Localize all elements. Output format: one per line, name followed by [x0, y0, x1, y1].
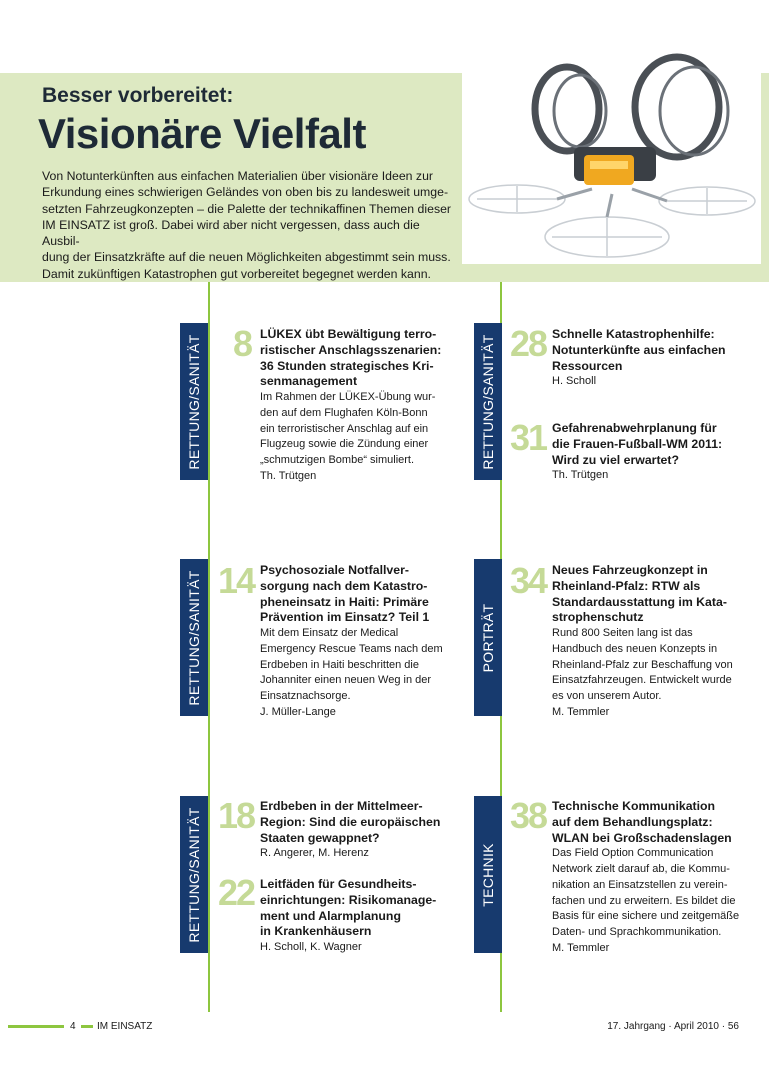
entry-headline: Schnelle Katastrophenhilfe: Notunterkünfte aus einfachen Ressourcen [552, 327, 726, 373]
drone-body-illustration [584, 155, 634, 185]
entry-author: R. Angerer, M. Herenz [260, 847, 369, 860]
entry-headline: Gefahrenabwehrplanung für die Frauen-Fußball-WM 2011: Wird zu viel erwartet? [552, 421, 723, 467]
page-number-14: 14 [218, 560, 255, 601]
toc-entry [552, 563, 764, 720]
entry-headline: Technische Kommunikation auf dem Behandlungsplatz: WLAN bei Großschadenslagen [552, 799, 732, 845]
page-number-31: 31 [510, 417, 547, 458]
entry-headline: Neues Fahrzeugkonzept in Rheinland-Pfalz: RTW als Standardausstattung im Kata- strophenschutz [552, 563, 727, 625]
footer-page-number: 4 [70, 1021, 76, 1032]
wheels-illustration [535, 57, 719, 157]
intro-text: Von Notunterkünften aus einfachen Materialien über visionäre Ideen zur Erkundung eines schwierigen Geländes von oben bis zu landesweit umge- setzten Fahrzeugkonzepten – die Palette der technikaffinen Themen dieser IM EINSATZ ist groß. Dabei wird aber nicht vergessen, dass auch die Ausbil- dung der Einsatzkräfte auf die neuen Möglichkeiten abgestimmt sein muss. Damit zukünftigen Katastrophen gut vorbereitet begegnet werden kann. [42, 169, 452, 281]
toc-entry [260, 327, 500, 484]
entry-author: Th. Trütgen [552, 469, 609, 482]
entry-headline: Psychosoziale Notfallver- sorgung nach dem Katastro- pheneinsatz in Haiti: Primäre Prävention im Einsatz? Teil 1 [260, 563, 430, 625]
article-kicker: Besser vorbereitet: [42, 84, 234, 107]
entry-summary: Im Rahmen der LÜKEX-Übung wur- den auf dem Flughafen Köln-Bonn ein terroristischer Anschlag auf ein Flugzeug sowie die Zündung einer „schmutzigen Bombe“ simuliert. [260, 391, 436, 466]
footer-rule [81, 1025, 93, 1028]
entry-author: H. Scholl, K. Wagner [260, 941, 362, 954]
category-tag: RETTUNG/SANITÄT [180, 559, 208, 716]
entry-summary: Mit dem Einsatz der Medical Emergency Rescue Teams nach dem Erdbeben in Haiti beschritten die Johanniter einen neuen Weg in der Einsatznachsorge. [260, 627, 443, 702]
page-number-18: 18 [218, 795, 255, 836]
page-title: Visionäre Vielfalt [38, 110, 366, 157]
entry-author: H. Scholl [552, 375, 597, 388]
footer-rule [8, 1025, 64, 1028]
entry-headline: LÜKEX übt Bewältigung terro- ristischer Anschlagsszenarien: 36 Stunden strategisches Kri- senmanagement [260, 327, 442, 389]
entry-summary: Das Field Option Communication Network zielt darauf ab, die Kommu- nikation an Einsatzstellen zu verein- fachen und zu erweitern. Es bildet die Basis für eine sichere und zeitgemäße Daten- und Sprachkommunikation. [552, 847, 740, 938]
category-tag: TECHNIK [474, 796, 502, 953]
page-number-22: 22 [218, 872, 255, 913]
entry-author: Th. Trütgen [260, 469, 317, 482]
toc-entry [260, 563, 500, 720]
entry-author: M. Temmler [552, 941, 610, 954]
entry-headline: Leitfäden für Gesundheits- einrichtungen: Risikomanage- ment und Alarmplanung in Krankenhäusern [260, 877, 437, 939]
footer-magazine-name: IM EINSATZ [97, 1021, 153, 1032]
toc-entry [552, 421, 764, 484]
category-tag: PORTRÄT [474, 559, 502, 716]
page-number-38: 38 [510, 795, 547, 836]
footer-issue-info: 17. Jahrgang · April 2010 · 56 [607, 1021, 739, 1032]
toc-entry [552, 799, 764, 956]
toc-entry [552, 327, 764, 390]
category-tag: RETTUNG/SANITÄT [180, 796, 208, 953]
toc-entry [260, 877, 500, 956]
category-tag: RETTUNG/SANITÄT [180, 323, 208, 480]
page-number-8: 8 [233, 323, 252, 364]
entry-headline: Erdbeben in der Mittelmeer- Region: Sind die europäischen Staaten gewappnet? [260, 799, 441, 845]
drone-photo [462, 49, 761, 264]
category-tag: RETTUNG/SANITÄT [474, 323, 502, 480]
toc-entry [260, 799, 500, 862]
entry-author: M. Temmler [552, 705, 610, 718]
page-number-34: 34 [510, 560, 547, 601]
column-rule [208, 282, 210, 1012]
entry-summary: Rund 800 Seiten lang ist das Handbuch des neuen Konzepts in Rheinland-Pfalz zur Beschaffung von Einsatzfahrzeugen. Entwickelt wurde es von unserem Autor. [552, 627, 733, 702]
page-number-28: 28 [510, 323, 547, 364]
entry-author: J. Müller-Lange [260, 705, 336, 718]
